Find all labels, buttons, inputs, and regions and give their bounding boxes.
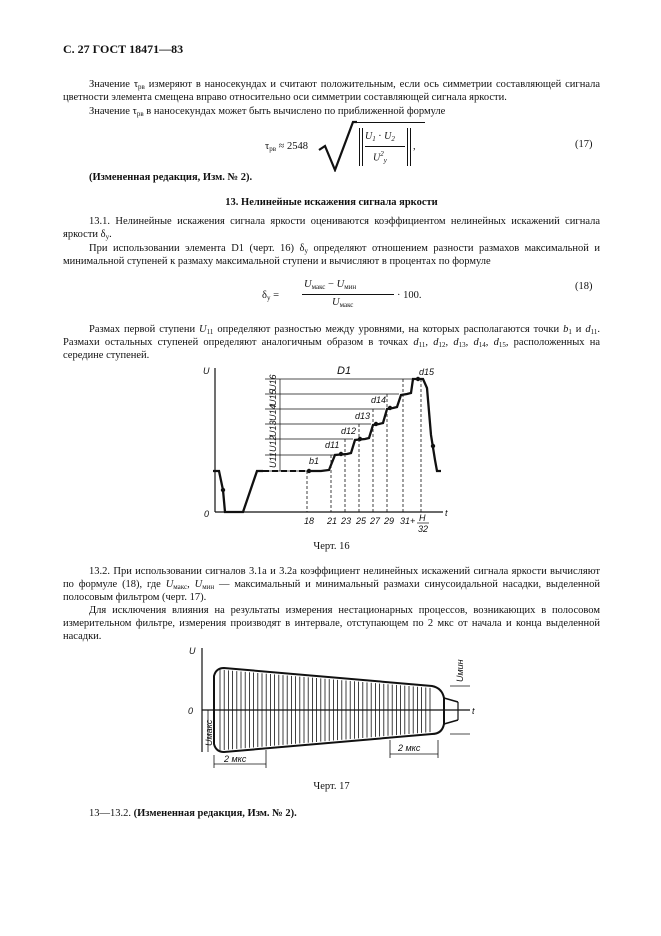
sep: ,: [465, 337, 474, 348]
subscript: 15: [498, 341, 506, 349]
subscript: макс: [339, 301, 354, 309]
subscript: рв: [138, 83, 145, 91]
step-label-u12: U12: [268, 435, 278, 452]
superscript: 2: [380, 150, 384, 158]
text: — максимальный и минимальный размахи синусоидальной насадки, выделенной полосовым фильтром (черт. 17).: [63, 579, 600, 603]
tick-23: 23: [341, 516, 352, 526]
formula-17-number: (17): [575, 139, 593, 150]
text: измеряют в наносекундах и считают положительным, если ось симметрии составляющей сигнала цветности элемента смещена вправо относительно оси симметрии составляющей сигнала яркости.: [63, 79, 600, 103]
formula-17: [265, 120, 415, 172]
label-d13: d13: [355, 411, 371, 421]
subscript: рв: [269, 145, 277, 153]
abs-bar-right: [407, 128, 411, 166]
label-2mks-right: 2 мкс: [398, 743, 421, 753]
subscript: 2: [391, 135, 395, 143]
axis-label-u: U: [189, 646, 196, 656]
point-d12: [358, 437, 362, 441]
subscript: 11: [206, 328, 214, 336]
figure-16: [195, 360, 465, 535]
subscript: 11: [590, 328, 598, 336]
sqrt-sign: [317, 120, 357, 172]
fraction-bar: [365, 146, 405, 147]
paragraph-tau-formula-intro: [89, 105, 600, 118]
text: в наносекундах может быть вычислено по приближенной формуле: [143, 106, 446, 117]
paragraph-13-2: [63, 565, 600, 604]
subscript: 13: [458, 341, 466, 349]
formula-18-number: (18): [575, 281, 593, 292]
var: U: [304, 279, 312, 290]
var: U: [384, 131, 392, 142]
tick-18: 18: [304, 516, 315, 526]
formula-18-tail: · 100.: [397, 290, 422, 301]
var: U: [199, 324, 207, 335]
delta-symbol: δ: [262, 290, 267, 301]
var: U: [332, 297, 340, 308]
paragraph-step-range: [63, 323, 600, 362]
label-d12: d12: [341, 426, 357, 436]
label-d15: d15: [419, 367, 435, 377]
figure-16-caption: Черт. 16: [313, 541, 350, 552]
subscript: 11: [418, 341, 426, 349]
label-b1: b1: [309, 456, 320, 466]
label-umax: Uмакс: [204, 719, 214, 746]
text: 13.1. Нелинейные искажения сигнала яркости оцениваются коэффициентом нелинейных искажений сигнала яркости: [63, 216, 600, 240]
step-label-u11: U11: [268, 452, 278, 468]
section-title: 13. Нелинейные искажения сигнала яркости: [225, 197, 438, 208]
text: .: [109, 229, 112, 240]
point-d14: [388, 406, 392, 410]
point-b1: [307, 469, 311, 473]
label-d14: d14: [371, 395, 387, 405]
figure-17: [180, 640, 490, 775]
text: Значение: [89, 79, 134, 90]
step-label-u14: U14: [268, 404, 278, 421]
level-lines: [265, 379, 413, 471]
text: 13.2. При использовании сигналов 3.1а и 3.2а коэффициент нелинейных искажений сигнала яркости вычисляют по формуле (18), где: [63, 566, 600, 590]
subscript: 1: [372, 135, 376, 143]
amendment-note-2: [89, 807, 297, 820]
tick-25: 25: [356, 516, 367, 526]
tau-symbol: τ: [133, 79, 139, 90]
paragraph-13-1: [63, 215, 600, 241]
subscript: макс: [311, 283, 326, 291]
point-marker: [221, 488, 225, 492]
fraction-bar: [302, 294, 394, 295]
point-d13: [374, 422, 378, 426]
subscript: y: [266, 294, 271, 302]
tau-symbol: τ: [132, 106, 137, 117]
formula-18-lhs: [262, 289, 279, 302]
var: d: [585, 324, 591, 335]
formula-17-lhs: [265, 140, 308, 153]
text: определяют отношением разности размахов максимальной и минимальной ступеней к размаху максимальной ступени и вычисляют в процентах по формуле: [63, 243, 600, 267]
var: U: [365, 131, 373, 142]
var: U: [165, 579, 174, 590]
step-label-u16: U16: [268, 374, 278, 391]
text: Значение: [89, 106, 133, 117]
axis-label-t: t: [472, 706, 475, 716]
formula-17-comma: ,: [413, 141, 416, 152]
subscript: 12: [438, 341, 446, 349]
label-2mks-left: 2 мкс: [224, 754, 247, 764]
formula-17-numerator: [365, 130, 395, 143]
staircase-waveform: [213, 471, 263, 512]
var: U: [373, 152, 381, 164]
point-d11: [339, 452, 343, 456]
subscript: макс: [173, 583, 188, 591]
subscript: 14: [478, 341, 486, 349]
page-header: С. 27 ГОСТ 18471—83: [63, 42, 184, 56]
delta-symbol: δ: [100, 229, 106, 240]
formula-18: [262, 278, 422, 312]
var: b: [563, 324, 569, 335]
var: U: [194, 579, 203, 590]
origin-label: 0: [188, 706, 194, 716]
tick-21: 21: [327, 516, 338, 526]
label-d1: D1: [337, 365, 352, 377]
text: , расположенных на середине ступеней.: [63, 337, 601, 361]
equals: =: [273, 290, 279, 301]
label-d11: d11: [325, 440, 340, 450]
text: Размах первой ступени: [89, 324, 200, 335]
figure-17-caption: Черт. 17: [313, 781, 350, 792]
tau-symbol: τ: [265, 141, 270, 152]
point-marker: [431, 444, 435, 448]
op: ·: [375, 131, 385, 142]
text: и: [571, 324, 586, 335]
amendment-note-1: (Измененная редакция, Изм. № 2).: [89, 172, 253, 183]
text: При использовании элемента D1 (черт. 16): [89, 243, 300, 254]
subscript: y: [383, 156, 387, 165]
tick-27: 27: [370, 516, 381, 526]
var: d: [453, 337, 459, 348]
subscript: y: [304, 247, 308, 255]
x-ticks: [304, 513, 429, 534]
tick-frac-den: 32: [418, 524, 429, 534]
var: d: [413, 337, 419, 348]
label-umin: Uмин: [455, 659, 465, 682]
paragraph-tau-definition: [63, 78, 600, 104]
subscript: мин: [344, 283, 357, 291]
step-label-u15: U15: [268, 389, 278, 406]
sep: ,: [485, 337, 494, 348]
paragraph-d1: [63, 242, 600, 268]
text: . Размахи остальных ступеней определяют аналогичным образом в точках: [63, 324, 600, 348]
var: d: [473, 337, 479, 348]
formula-18-numerator: [304, 278, 356, 291]
var: d: [493, 337, 499, 348]
approx-constant: ≈ 2548: [278, 141, 309, 152]
text: определяют разностью между уровнями, на которых располагаются точки: [213, 324, 564, 335]
delta-symbol: δ: [299, 243, 305, 254]
sqrt-bar: [355, 122, 425, 123]
subscript: мин: [202, 583, 215, 591]
origin-label: 0: [204, 509, 210, 519]
subscript: рв: [136, 110, 144, 118]
point-d15: [416, 377, 420, 381]
var: U: [336, 279, 345, 290]
text: 13—13.2.: [89, 808, 134, 819]
sep: ,: [187, 579, 195, 590]
formula-17-denominator: [373, 148, 387, 164]
axis-label-t: t: [445, 508, 448, 518]
subscript: y: [105, 233, 110, 241]
axis-label-u: U: [203, 366, 210, 376]
sep: ,: [445, 337, 454, 348]
paragraph-exclusion: Для исключения влияния на результаты измерения нестационарных процессов, возникающих в полосовом измерительном фильтре, измерения производят в интервале, отступающем по 2 мкс от начала и конца выделенной насадки.: [63, 605, 600, 642]
abs-bar-left: [359, 128, 363, 166]
tick-frac-num: H: [419, 513, 426, 523]
text: (Измененная редакция, Изм. № 2).: [133, 808, 297, 819]
step-label-u13: U13: [268, 420, 278, 437]
sep: ,: [425, 337, 434, 348]
var: d: [433, 337, 439, 348]
tick-29: 29: [384, 516, 395, 526]
tick-31: 31+: [400, 516, 416, 526]
formula-18-denominator: [332, 296, 353, 309]
subscript: 1: [568, 328, 572, 336]
op: −: [325, 279, 337, 290]
